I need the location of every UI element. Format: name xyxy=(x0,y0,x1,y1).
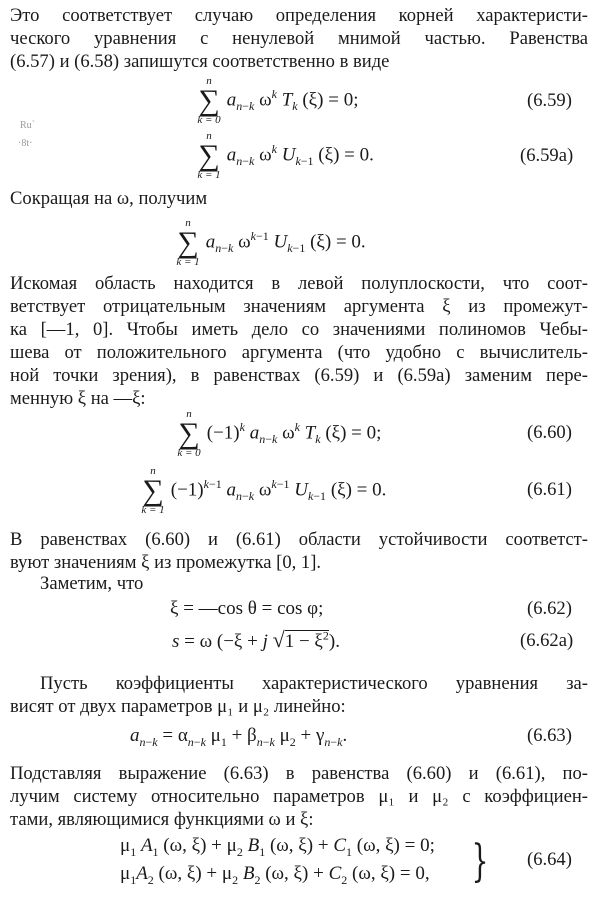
sum-symbol: n ∑ k = 0 xyxy=(197,75,221,126)
text-line: ветствует отрицательным значениям аргумента ξ из промежут- xyxy=(10,296,588,317)
margin-mark: Ru` xyxy=(20,120,35,131)
equation-6-61: n ∑ k = 1 $(-1)^{k-1}$ $a_{n-k}$ $\omega^{k-1}$ $U_{k-1}$ (ξ) = 0. xyxy=(141,465,387,516)
paragraph-1 xyxy=(10,4,588,73)
equation-number: (6.62) xyxy=(527,598,572,619)
equation-6-62: ξ = —cos θ = cos φ; xyxy=(170,598,324,619)
equation-6-63: $a_{n-k} = \alpha_{n-k}$ $\mu_1 + \beta_{n-k}$ $\mu_2 + \gamma_{n-k}$. xyxy=(130,725,348,749)
text-line: (6.57) и (6.58) запишутся соответственно в виде xyxy=(10,51,390,72)
equation-number: (6.63) xyxy=(527,725,572,746)
sum-upper-limit: n xyxy=(206,75,212,87)
text-line: тами, являющимися функциями ω и ξ: xyxy=(10,809,314,830)
text-line: ной точки зрения), в равенствах (6.59) и (6.59а) заменим пере- xyxy=(10,365,588,386)
text-line: Сокращая на ω, получим xyxy=(10,188,208,209)
paragraph-5 xyxy=(40,572,340,595)
sum-symbol: n ∑ k = 1 xyxy=(197,130,221,181)
paragraph-7 xyxy=(10,762,588,831)
margin-mark: ·8t· xyxy=(18,138,33,149)
sum-lower-limit: k = 1 xyxy=(141,504,165,516)
sum-upper-limit: n xyxy=(206,130,212,142)
equation-number: (6.61) xyxy=(527,479,572,500)
sum-symbol: n ∑ k = 1 xyxy=(176,217,200,268)
text-line: Пусть коэффициенты характеристического уравнения за- xyxy=(40,673,588,694)
sum-symbol: n ∑ k = 1 xyxy=(141,465,165,516)
equation-6-59: n ∑ k = 0 $a_{n-k}$ $\omega^k$ $T_k$ (ξ) = 0; xyxy=(197,75,359,126)
sum-upper-limit: n xyxy=(186,408,192,420)
paragraph-4 xyxy=(10,528,588,574)
text-line: Подставляя выражение (6.63) в равенства (6.60) и (6.61), по- xyxy=(10,763,588,784)
text-line: Это соответствует случаю определения корней характеристи- xyxy=(10,5,588,26)
sum-upper-limit: n xyxy=(150,465,156,477)
equation-number: (6.64) xyxy=(527,849,572,870)
sum-lower-limit: k = 0 xyxy=(197,114,221,126)
paragraph-3 xyxy=(10,272,588,410)
sum-lower-limit: k = 0 xyxy=(177,447,201,459)
equation-number: (6.60) xyxy=(527,422,572,443)
text-line: менную ξ на —ξ: xyxy=(10,388,146,409)
equation-reduced: n ∑ k = 1 $a_{n-k}$ $\omega^{k-1}$ $U_{k-1}$ (ξ) = 0. xyxy=(176,217,366,268)
text-line: шева от положительного аргумента (что удобно с вычислитель- xyxy=(10,342,588,363)
paragraph-6 xyxy=(10,672,588,718)
equation-6-59a: n ∑ k = 1 $a_{n-k}$ $\omega^k$ $U_{k-1}$ (ξ) = 0. xyxy=(197,130,374,181)
paragraph-2 xyxy=(10,187,588,210)
sum-lower-limit: k = 1 xyxy=(176,256,200,268)
text-line: В равенствах (6.60) и (6.61) области устойчивости соответст- xyxy=(10,529,588,550)
text-line: лучим систему относительно параметров μ₁ и μ₂ с коэффициен- xyxy=(10,786,588,807)
sum-symbol: n ∑ k = 0 xyxy=(177,408,201,459)
equation-6-60: n ∑ k = 0 $(-1)^k$ $a_{n-k}$ $\omega^k$ $T_k$ (ξ) = 0; xyxy=(177,408,382,459)
text-line: Заметим, что xyxy=(40,573,144,594)
equation-number: (6.62а) xyxy=(520,630,574,651)
equation-number: (6.59) xyxy=(527,90,572,111)
equation-6-64-line-1: $\mu_1$ $A_1$ (ω, $\xi) + \mu_2$ $B_1$ (ω, $\xi) + C_1$ (ω, ξ) = 0; xyxy=(120,835,435,859)
equation-number: (6.59а) xyxy=(520,145,574,166)
text-line: Искомая область находится в левой полуплоскости, что соот- xyxy=(10,273,588,294)
text-line: ка [—1, 0]. Чтобы иметь дело со значениями полиномов Чебы- xyxy=(10,319,588,340)
text-line: ческого уравнения с ненулевой мнимой частью. Равенства xyxy=(10,28,588,49)
text-line: вуют значениям ξ из промежутка [0, 1]. xyxy=(10,552,322,573)
system-brace: } xyxy=(471,836,489,887)
sum-upper-limit: n xyxy=(185,217,191,229)
equation-6-62a: s = ω (−ξ + j $√1 - \xi^2$). xyxy=(172,627,340,652)
equation-6-64-line-2: $\mu_1A_2$ (ω, $\xi) + \mu_2$ $B_2$ (ω, $\xi) + C_2$ (ω, ξ) = 0, xyxy=(120,863,430,887)
text-line: висят от двух параметров μ₁ и μ₂ линейно: xyxy=(10,696,346,717)
sum-lower-limit: k = 1 xyxy=(197,169,221,181)
